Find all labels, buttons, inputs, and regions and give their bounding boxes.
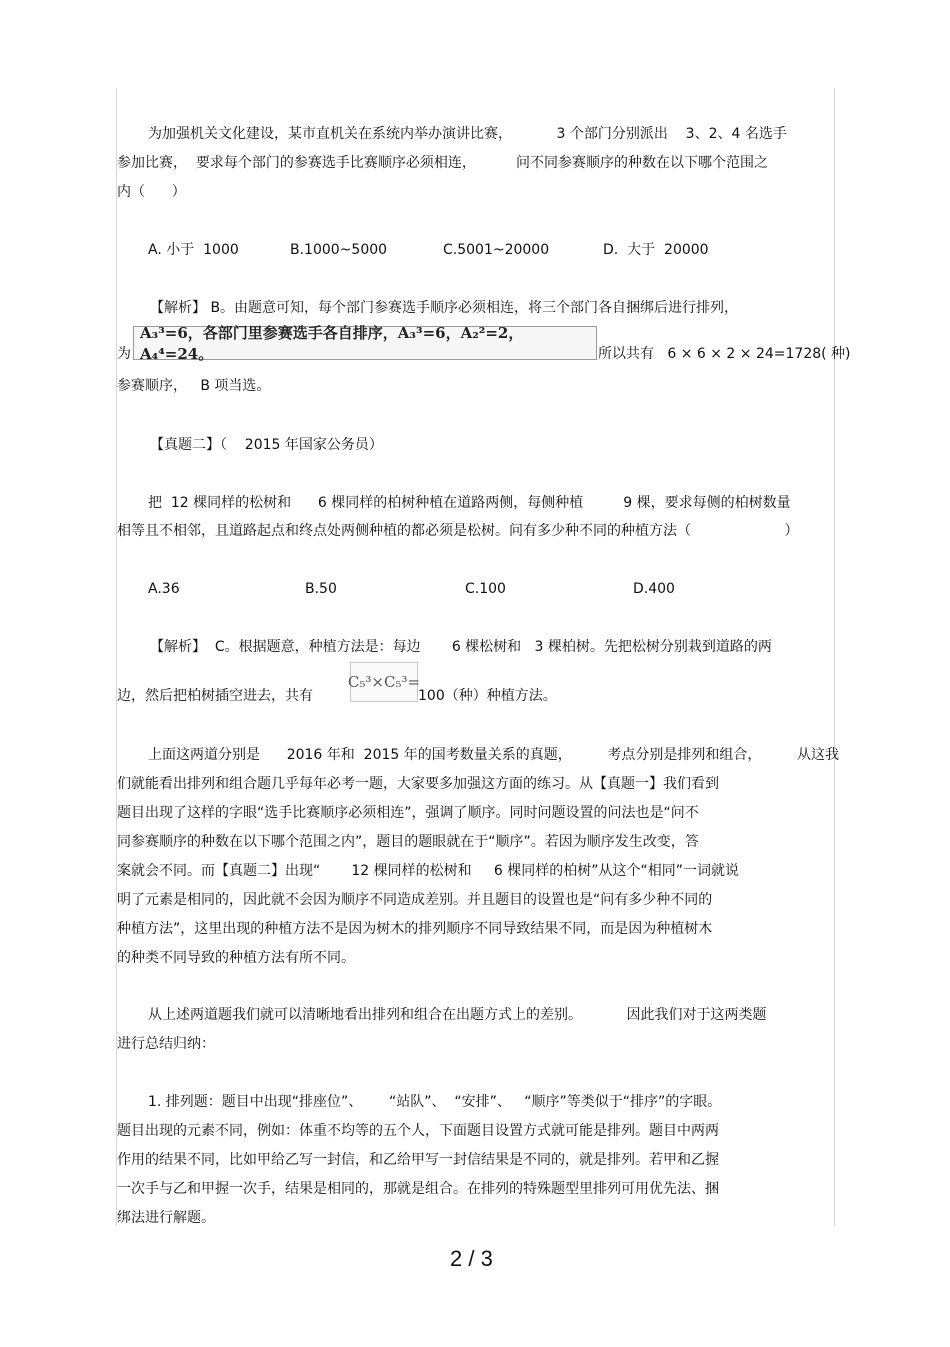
- para3-line-2: 题目出现的元素不同，例如：体重不均等的五个人，下面题目设置方式就可能是排列。题目中两两: [117, 1123, 719, 1139]
- right-margin-rule: [834, 88, 835, 1226]
- q1-analysis-prefix: 为: [117, 346, 131, 362]
- para1-line-6: 明了元素是相同的，因此就不会因为顺序不同造成差别。并且题目的设置也是“问有多少种不同的: [117, 892, 713, 908]
- q2-option-a: A.36: [148, 581, 180, 597]
- q1-stem-line-2: 参加比赛， 要求每个部门的参赛选手比赛顺序必须相连， 问不同参赛顺序的种数在以下哪个范围之: [117, 155, 768, 171]
- q1-formula-image: A₃³=6，各部门里参赛选手各自排序，A₃³=6，A₂²=2，A₄⁴=24。: [133, 326, 597, 360]
- para3-line-3: 作用的结果不同，比如甲给乙写一封信，和乙给甲写一封信结果是不同的，就是排列。若甲和乙握: [117, 1152, 719, 1168]
- q2-stem-line-1: 把 12 棵同样的松树和 6 棵同样的柏树种植在道路两侧，每侧种植 9 棵，要求每侧的柏树数量: [148, 495, 791, 511]
- para2-line-2: 进行总结归纳：: [117, 1036, 215, 1052]
- q1-analysis-line-1: 【解析】 B。由题意可知，每个部门参赛选手顺序必须相连，将三个部门各自捆绑后进行排列，: [150, 300, 739, 316]
- para1-line-5: 案就会不同。而【真题二】出现“ 12 棵同样的松树和 6 棵同样的柏树”从这个“相同”一词就说: [117, 863, 740, 879]
- para1-line-1: 上面这两道分别是 2016 年和 2015 年的国考数量关系的真题， 考点分别是排列和组合， 从这我: [148, 747, 839, 763]
- q1-stem-line-1: 为加强机关文化建设，某市直机关在系统内举办演讲比赛， 3 个部门分别派出 3、2、4 名选手: [148, 126, 787, 142]
- q2-title: 【真题二】（ 2015 年国家公务员）: [150, 437, 383, 453]
- q1-option-d: D. 大于 20000: [603, 242, 709, 258]
- para1-line-4: 同参赛顺序的种数在以下哪个范围之内”，题目的题眼就在于“顺序”。若因为顺序发生改变，答: [117, 834, 699, 850]
- para3-line-1: 1. 排列题：题目中出现“排座位”、 “站队”、 “安排”、 “顺序”等类似于“排序”的字眼。: [148, 1094, 722, 1110]
- para1-line-7: 种植方法”，这里出现的种植方法不是因为树木的排列顺序不同导致结果不同，而是因为种植树木: [117, 921, 713, 937]
- q2-option-c: C.100: [465, 581, 506, 597]
- q2-formula-image: C₅³×C₅³=: [350, 662, 418, 702]
- para3-line-4: 一次手与乙和甲握一次手，结果是相同的，那就是组合。在排列的特殊题型里排列可用优先法、捆: [117, 1181, 719, 1197]
- q1-stem-line-3: 内（ ）: [117, 184, 186, 200]
- para1-line-8: 的种类不同导致的种植方法有所不同。: [117, 950, 355, 966]
- page-number: 2 / 3: [450, 1246, 493, 1271]
- q2-analysis-prefix: 边，然后把柏树插空进去，共有: [117, 688, 313, 704]
- q1-analysis-suffix: 所以共有 6 × 6 × 2 × 24=1728( 种): [598, 346, 851, 362]
- para1-line-3: 题目出现了这样的字眼“选手比赛顺序必须相连”，强调了顺序。同时问题设置的问法也是“问不: [117, 805, 699, 821]
- left-margin-rule: [116, 88, 117, 1226]
- q1-analysis-line-3: 参赛顺序， B 项当选。: [117, 378, 271, 394]
- para1-line-2: 们就能看出排列和组合题几乎每年必考一题，大家要多加强这方面的练习。从【真题一】我们看到: [117, 776, 719, 792]
- q2-option-b: B.50: [305, 581, 337, 597]
- q1-option-b: B.1000~5000: [290, 242, 388, 258]
- q2-analysis-line-1: 【解析】 C。根据题意，种植方法是：每边 6 棵松树和 3 棵柏树。先把松树分别栽到道路的两: [150, 639, 772, 655]
- q1-option-c: C.5001~20000: [443, 242, 550, 258]
- q2-stem-line-2: 相等且不相邻，且道路起点和终点处两侧种植的都必须是松树。问有多少种不同的种植方法（ ）: [117, 523, 799, 539]
- q2-analysis-suffix: 100（种）种植方法。: [418, 688, 557, 704]
- para2-line-1: 从上述两道题我们就可以清晰地看出排列和组合在出题方式上的差别。 因此我们对于这两类题: [148, 1007, 767, 1023]
- q2-option-d: D.400: [633, 581, 675, 597]
- q1-option-a: A. 小于 1000: [148, 242, 239, 258]
- para3-line-5: 绑法进行解题。: [117, 1210, 215, 1226]
